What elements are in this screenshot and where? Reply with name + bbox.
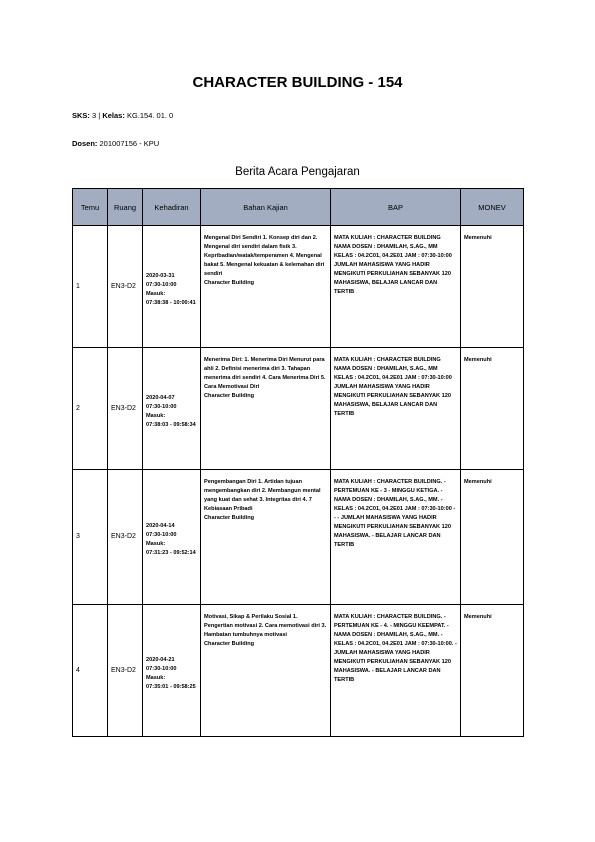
meta-separator: |: [98, 111, 101, 120]
bap-cell: MATA KULIAH : CHARACTER BUILDING. - PERTEMUAN KE - 3 - MINGGU KETIGA. - NAMA DOSEN : DHAMILAH, S.AG., MM. - KELAS : 04.2C01, 04.2E01 JAM : 07:30-10:00 - - - JUMLAH MAHASISWA YANG HADIR MENGIKUTI PERKULIAHAN SEBANYAK 120 MAHASISWA. - BELAJAR LANCAR DAN TERTIB: [331, 470, 461, 605]
sks-label: SKS:: [72, 111, 90, 120]
course-meta: [72, 111, 173, 120]
masuk-time: 07:38:03 - 09:58:34: [146, 421, 196, 428]
temu-cell: 2: [73, 348, 108, 470]
bahan-topic: Menerima Diri: 1. Menerima Diri Menurut para ahli 2. Definisi menerima diri 3. Tahapan menerima diri sendiri 4. Cara Menerima Diri 5. Cara Memotivasi Diri: [204, 357, 326, 390]
bahan-topic: Pengembangan Diri 1. Artidan tujuan mengembangkan diri 2. Membangun mental yang kuat dan sehat 3. Integritas diri 4. 7 Kebiasaan Pribadi: [204, 479, 321, 512]
bahan-course: Character Building: [204, 641, 255, 647]
kelas-value: KG.154. 01. 0: [126, 111, 174, 120]
monev-cell: Memenuhi: [461, 226, 524, 348]
dosen-label: Dosen:: [72, 139, 98, 148]
masuk-time: 07:38:38 - 10:00:41: [146, 299, 196, 306]
bahan-topic: Motivasi, Sikap & Perilaku Sosial 1. Pengertian motivasi 2. Cara memotivasi diri 3. Hambatan tumbuhnya motivasi: [204, 614, 327, 638]
header-bahan: Bahan Kajian: [201, 189, 331, 226]
kehadiran-cell: [143, 605, 201, 737]
masuk-time: 07:31:23 - 09:52:14: [146, 550, 196, 556]
bap-cell: MATA KULIAH : CHARACTER BUILDING. - PERTEMUAN KE - 4. - MINGGU KEEMPAT. - NAMA DOSEN : DHAMILAH, S.AG., MM. - KELAS : 04.2C01, 04.2E01 JAM : 07:30-10:00. - JUMLAH MAHASISWA YANG HADIR MENGIKUTI PERKULIAHAN SEBANYAK 120 MAHASISWA. - BELAJAR LANCAR DAN TERTIB: [331, 605, 461, 737]
ruang-cell: EN3-D2: [108, 605, 143, 737]
table-row: [73, 605, 524, 737]
masuk-label: Masuk:: [146, 290, 166, 297]
bahan-course: Character Building: [204, 280, 255, 286]
temu-cell: 4: [73, 605, 108, 737]
table-row: [73, 348, 524, 470]
bahan-cell: [201, 605, 331, 737]
attendance-date: 2020-04-14: [146, 523, 175, 529]
teaching-record-table: [72, 188, 524, 737]
header-ruang: Ruang: [108, 189, 143, 226]
header-kehadiran: Kehadiran: [143, 189, 201, 226]
bahan-cell: [201, 470, 331, 605]
dosen-value: 201007156 - KPU: [99, 139, 160, 148]
ruang-cell: EN3-D2: [108, 470, 143, 605]
bahan-topic: Mengenal Diri Sendiri 1. Konsep diri dan 2. Mengenal diri sendiri dalam fisik 3. Kepribadian/watak/temperamen 4. Mengenal bakat 5. Mengenal kekuatan & kelemahan diri sendiri: [204, 235, 325, 277]
sks-value: 3: [92, 111, 97, 120]
temu-cell: 1: [73, 226, 108, 348]
attendance-time: 07:30-10:00: [146, 281, 177, 288]
kehadiran-cell: [143, 348, 201, 470]
masuk-time: 07:35:01 - 09:58:25: [146, 683, 196, 690]
table-header-row: [73, 189, 524, 226]
attendance-date: 2020-03-31: [146, 272, 175, 279]
attendance-date: 2020-04-21: [146, 656, 175, 663]
monev-cell: Memenuhi: [461, 470, 524, 605]
monev-cell: Memenuhi: [461, 348, 524, 470]
bahan-course: Character Building: [204, 393, 255, 399]
temu-cell: 3: [73, 470, 108, 605]
page-title: CHARACTER BUILDING - 154: [192, 74, 403, 91]
bap-cell: MATA KULIAH : CHARACTER BUILDING NAMA DOSEN : DHAMILAH, S.AG., MM KELAS : 04.2C01, 04.2E01 JAM : 07:30-10:00 JUMLAH MAHASISWA YANG HADIR MENGIKUTI PERKULIAHAN SEBANYAK 120 MAHASISWA, BELAJAR LANCAR DAN TERTIB: [331, 226, 461, 348]
header-bap: BAP: [331, 189, 461, 226]
table-row: [73, 470, 524, 605]
table-row: [73, 226, 524, 348]
bap-cell: MATA KULIAH : CHARACTER BUILDING NAMA DOSEN : DHAMILAH, S.AG., MM KELAS : 04.2C01, 04.2E01 JAM : 07:30-10:00 JUMLAH MAHASISWA YANG HADIR MENGIKUTI PERKULIAHAN SEBANYAK 120 MAHASISWA, BELAJAR LANCAR DAN TERTIB: [331, 348, 461, 470]
lecturer-meta: [72, 139, 159, 148]
attendance-time: 07:30-10:00: [146, 403, 177, 410]
ruang-cell: EN3-D2: [108, 226, 143, 348]
attendance-time: 07:30-10:00: [146, 665, 177, 672]
attendance-date: 2020-04-07: [146, 394, 175, 401]
bahan-course: Character Building: [204, 515, 255, 521]
header-monev: MONEV: [461, 189, 524, 226]
masuk-label: Masuk:: [146, 541, 166, 547]
kehadiran-cell: [143, 226, 201, 348]
ruang-cell: EN3-D2: [108, 348, 143, 470]
section-title: Berita Acara Pengajaran: [235, 166, 360, 178]
kehadiran-cell: [143, 470, 201, 605]
header-temu: Temu: [73, 189, 108, 226]
monev-cell: Memenuhi: [461, 605, 524, 737]
kelas-label: Kelas:: [102, 111, 125, 120]
masuk-label: Masuk:: [146, 674, 166, 681]
bahan-cell: [201, 348, 331, 470]
attendance-time: 07:30-10:00: [146, 532, 177, 538]
bahan-cell: [201, 226, 331, 348]
masuk-label: Masuk:: [146, 412, 166, 419]
